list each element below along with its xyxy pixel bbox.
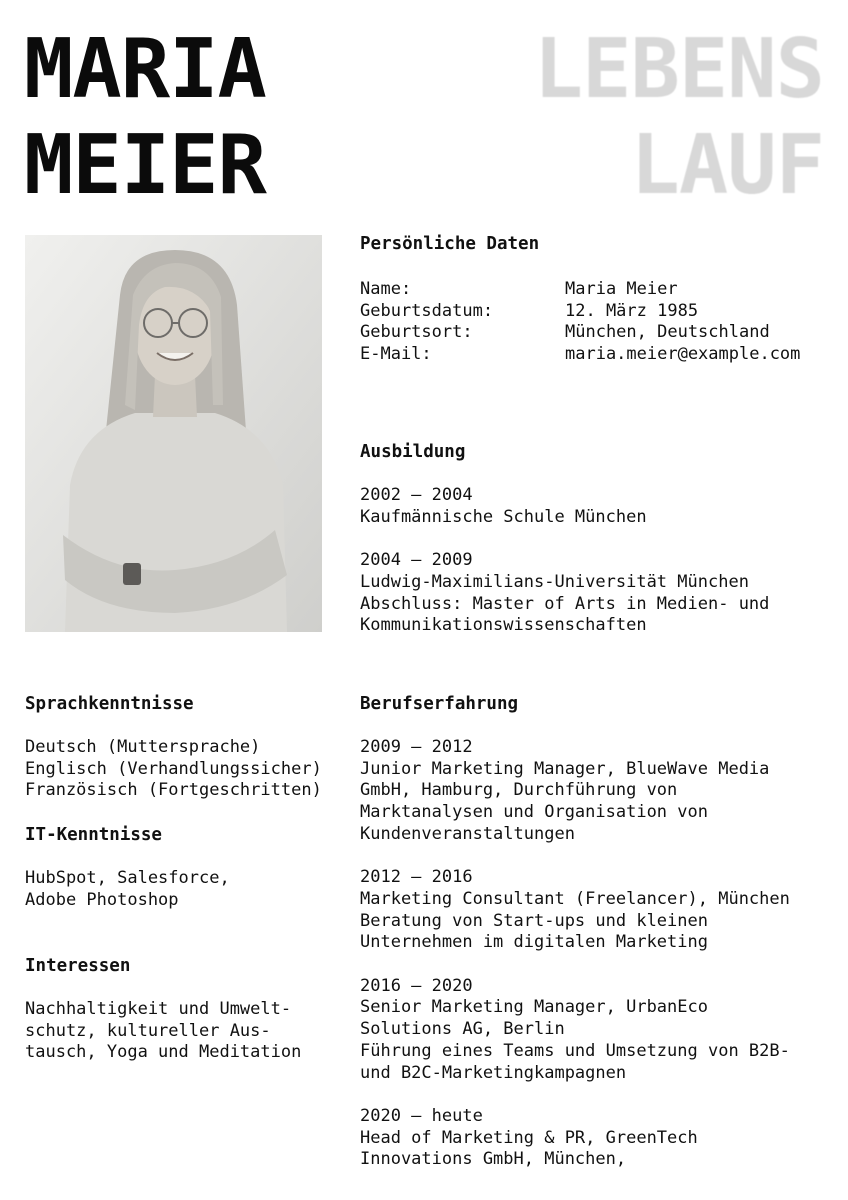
entry-dates: 2012 – 2016 — [360, 867, 473, 888]
interests-list — [25, 999, 301, 1064]
interests-heading: Interessen — [25, 956, 131, 976]
education-heading: Ausbildung — [360, 442, 466, 462]
row-label: E-Mail: — [360, 344, 432, 365]
entry-line: Junior Marketing Manager, BlueWave Media — [360, 758, 770, 779]
experience-list — [360, 737, 790, 1171]
education-entry — [360, 550, 769, 637]
experience-entry — [360, 1106, 790, 1171]
personal-data-list — [360, 279, 800, 366]
document-title — [534, 22, 824, 214]
entry-line: Marktanalysen und Organisation von — [360, 802, 708, 823]
first-name: MARIA — [24, 22, 266, 117]
entry-line: Kaufmännische Schule München — [360, 506, 647, 527]
experience-entry — [360, 976, 790, 1085]
entry-line: Beratung von Start-ups und kleinen — [360, 910, 708, 931]
language-item: Englisch (Verhandlungssicher) — [25, 758, 322, 779]
language-item: Deutsch (Muttersprache) — [25, 737, 261, 757]
entry-dates: 2002 – 2004 — [360, 485, 473, 505]
entry-line: Innovations GmbH, München, — [360, 1149, 627, 1170]
title-line-2: LAUF — [630, 118, 824, 213]
interests-line: Nachhaltigkeit und Umwelt- — [25, 999, 292, 1019]
entry-line: Kundenveranstaltungen — [360, 823, 575, 844]
entry-line: Ludwig-Maximilians-Universität München — [360, 571, 749, 592]
it-skills-line: HubSpot, Salesforce, — [25, 868, 230, 888]
entry-line: Senior Marketing Manager, UrbanEco — [360, 997, 708, 1018]
entry-line: Marketing Consultant (Freelancer), München — [360, 888, 790, 909]
languages-heading: Sprachkenntnisse — [25, 694, 194, 714]
row-label: Geburtsdatum: — [360, 300, 494, 321]
title-line-1: LEBENS — [533, 22, 824, 117]
personal-row-birthdate — [360, 301, 800, 323]
entry-dates: 2004 – 2009 — [360, 550, 473, 571]
experience-entry — [360, 867, 790, 954]
experience-heading: Berufserfahrung — [360, 694, 519, 714]
entry-line: GmbH, Hamburg, Durchführung von — [360, 780, 678, 801]
row-value: maria.meier@example.com — [565, 344, 801, 365]
personal-row-email — [360, 344, 800, 366]
entry-line: Head of Marketing & PR, GreenTech — [360, 1127, 698, 1148]
last-name: MEIER — [24, 118, 266, 213]
entry-line: Kommunikationswissenschaften — [360, 615, 647, 636]
entry-line: und B2C-Marketingkampagnen — [360, 1062, 627, 1083]
it-skills-heading: IT-Kenntnisse — [25, 825, 162, 845]
row-value: 12. März 1985 — [565, 300, 699, 321]
entry-dates: 2009 – 2012 — [360, 737, 473, 757]
interests-line: tausch, Yoga und Meditation — [25, 1042, 302, 1063]
entry-dates: 2020 – heute — [360, 1105, 483, 1126]
applicant-name — [24, 22, 266, 214]
row-value: München, Deutschland — [565, 322, 770, 343]
row-label: Name: — [360, 279, 412, 299]
entry-line: Solutions AG, Berlin — [360, 1019, 565, 1040]
experience-entry — [360, 737, 790, 846]
entry-dates: 2016 – 2020 — [360, 975, 473, 996]
education-entry — [360, 485, 769, 528]
education-list — [360, 485, 769, 637]
row-value: Maria Meier — [565, 279, 678, 299]
row-label: Geburtsort: — [360, 322, 473, 343]
it-skills-line: Adobe Photoshop — [25, 889, 179, 910]
language-item: Französisch (Fortgeschritten) — [25, 780, 322, 801]
interests-line: schutz, kultureller Aus- — [25, 1020, 271, 1041]
it-skills-list — [25, 868, 230, 911]
languages-list — [25, 737, 322, 802]
portrait-photo — [25, 235, 322, 632]
entry-line: Unternehmen im digitalen Marketing — [360, 932, 708, 953]
entry-line: Abschluss: Master of Arts in Medien- und — [360, 593, 770, 614]
personal-data-heading: Persönliche Daten — [360, 234, 540, 254]
personal-row-name — [360, 279, 800, 301]
personal-row-birthplace — [360, 322, 800, 344]
entry-line: Führung eines Teams und Umsetzung von B2B- — [360, 1040, 790, 1061]
